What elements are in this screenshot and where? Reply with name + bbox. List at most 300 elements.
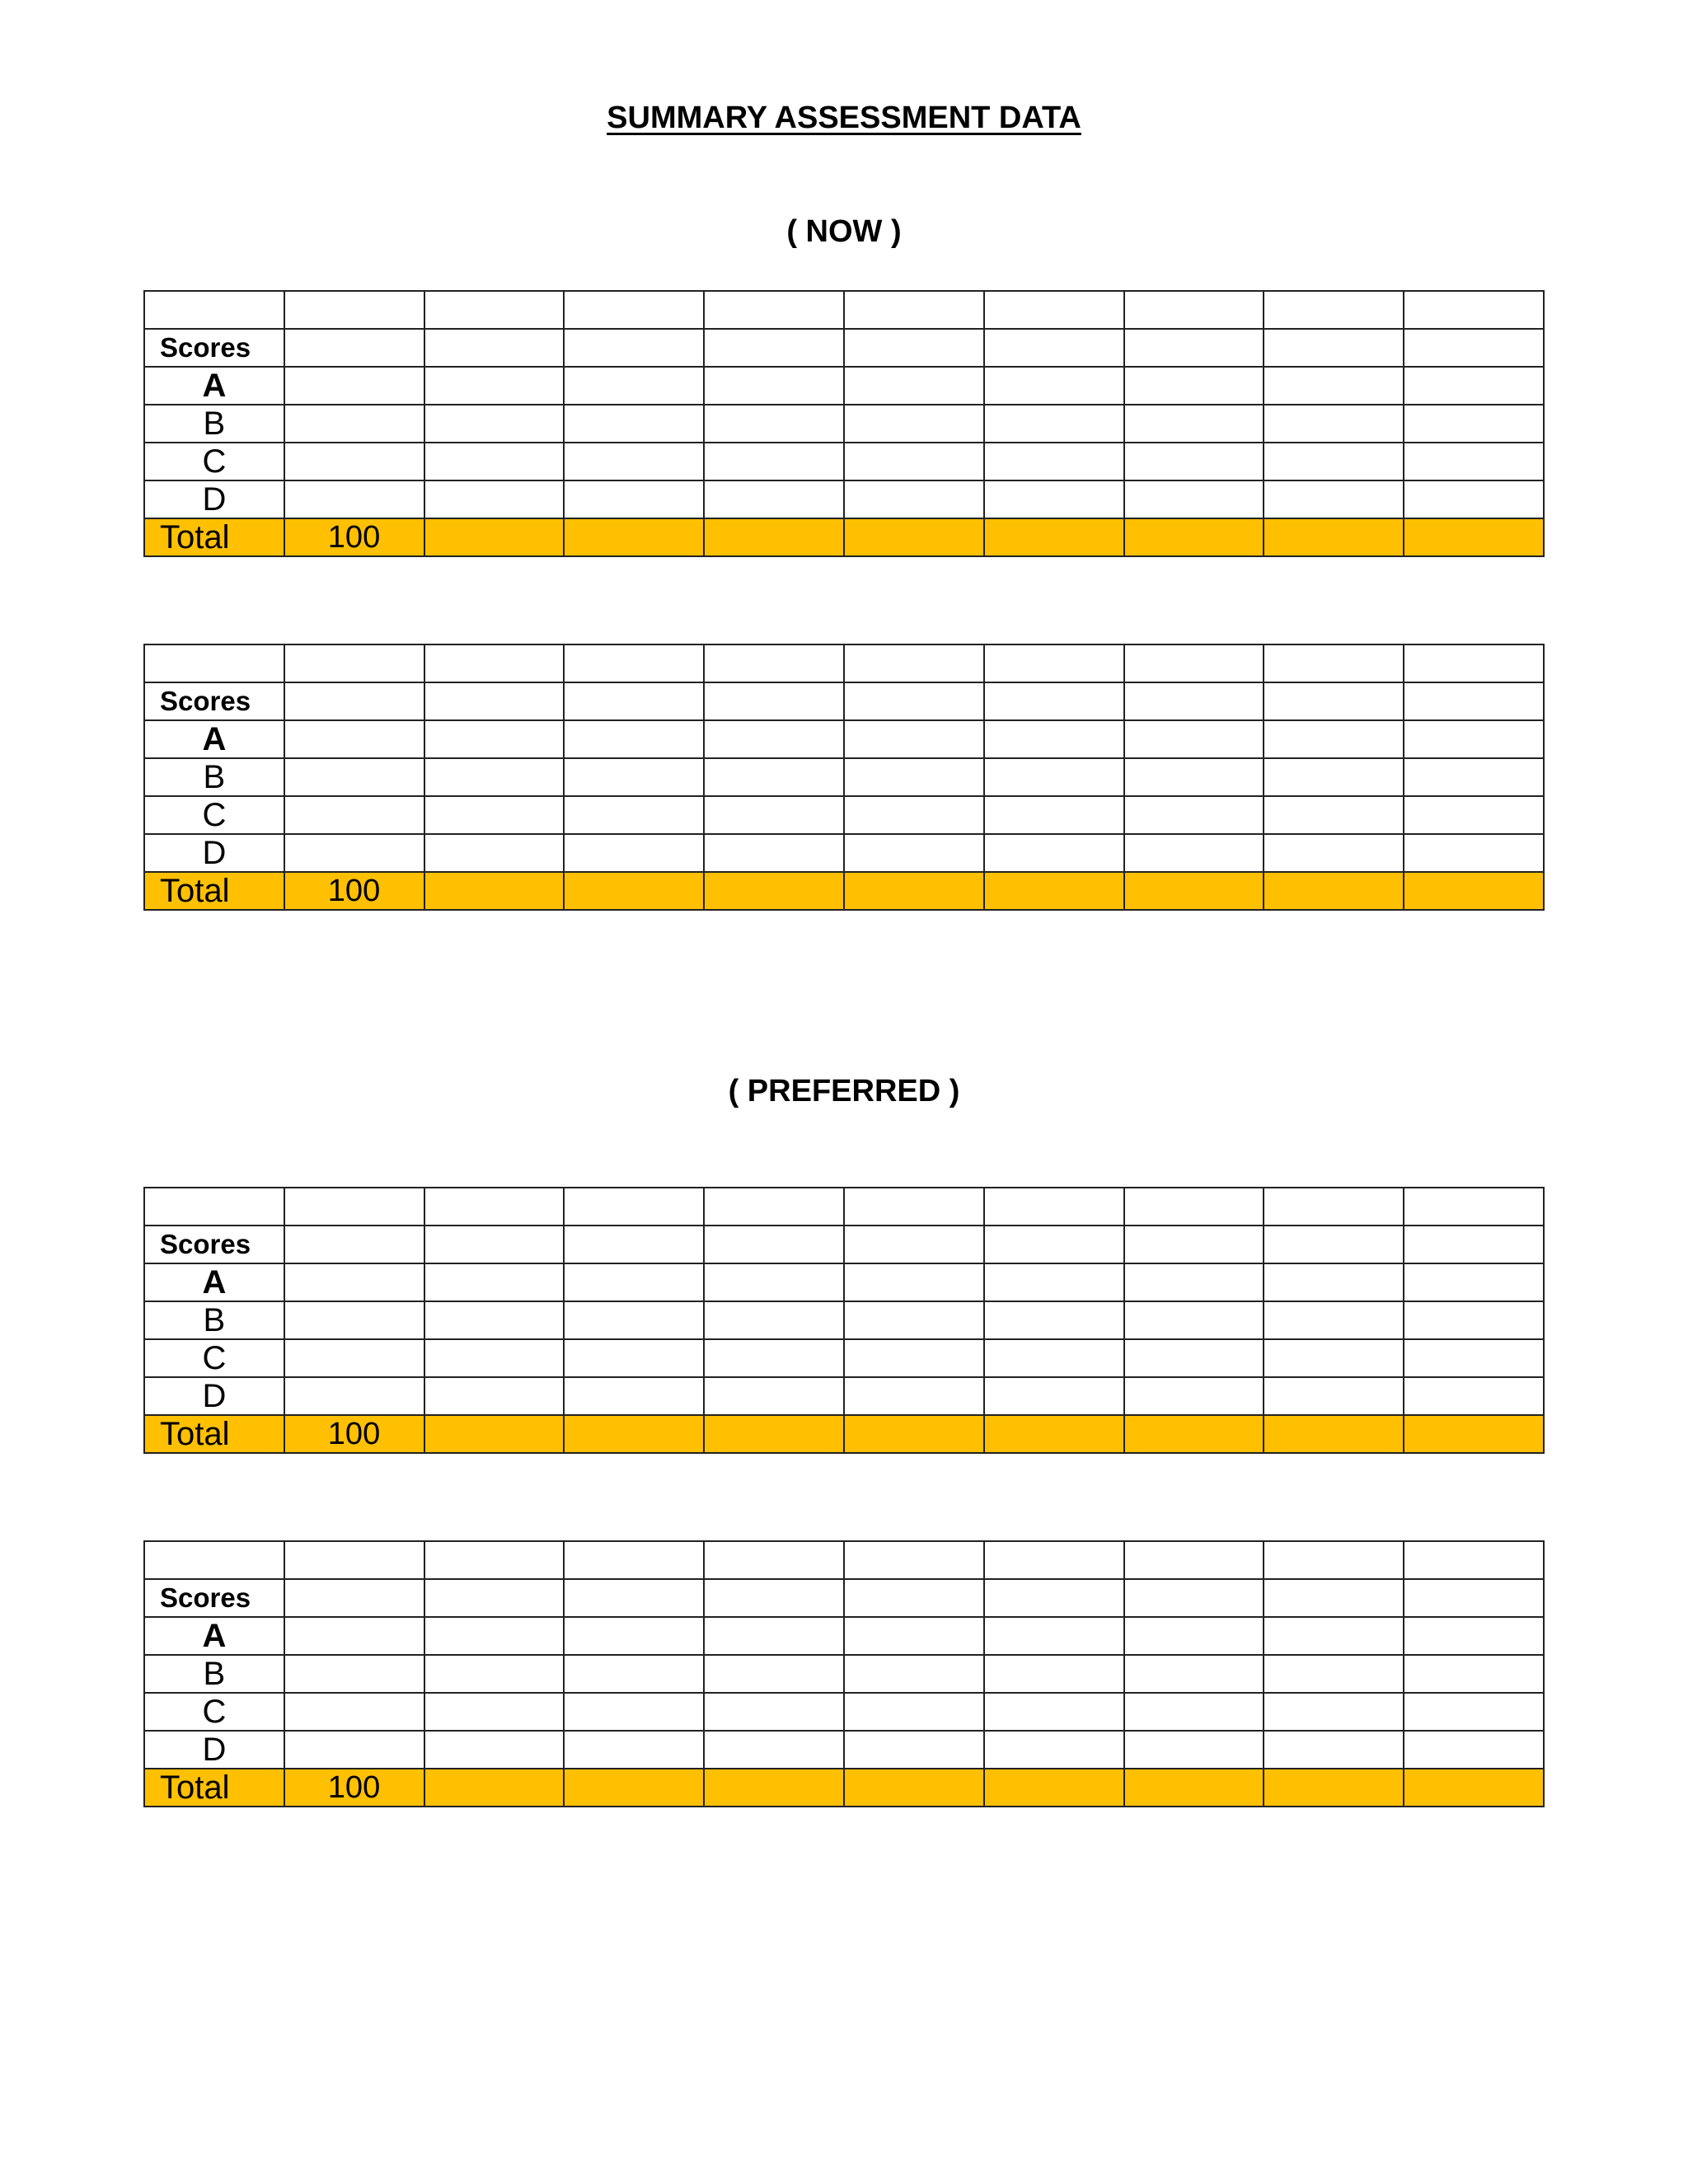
table-cell	[844, 405, 984, 443]
score-row-label: B	[144, 758, 284, 796]
table-cell	[844, 1731, 984, 1769]
table-cell	[844, 1617, 984, 1655]
table-cell	[1124, 1377, 1264, 1415]
table-cell	[1264, 405, 1404, 443]
table-cell	[844, 796, 984, 834]
table-cell	[704, 518, 844, 556]
table-cell	[1404, 1541, 1544, 1579]
table-cell	[844, 1263, 984, 1301]
table-row	[144, 1377, 1544, 1415]
table-row	[144, 1579, 1544, 1617]
table-cell	[284, 1731, 424, 1769]
table-cell	[1264, 1377, 1404, 1415]
table-cell	[704, 872, 844, 910]
table-cell	[284, 291, 424, 329]
table-row	[144, 1731, 1544, 1769]
table-cell	[424, 291, 565, 329]
table-row	[144, 682, 1544, 720]
table-cell	[424, 872, 565, 910]
table-cell	[844, 1226, 984, 1263]
table-cell	[704, 480, 844, 518]
table-cell	[844, 834, 984, 872]
table-cell	[1124, 1693, 1264, 1731]
table-cell	[1404, 518, 1544, 556]
table-cell	[424, 1301, 565, 1339]
table-cell	[564, 1188, 704, 1226]
table-cell	[424, 720, 565, 758]
table-cell	[1124, 834, 1264, 872]
table-cell	[284, 367, 424, 405]
table-cell	[1404, 1655, 1544, 1693]
table-cell	[1124, 872, 1264, 910]
score-row-label: A	[144, 1617, 284, 1655]
table-cell	[984, 1377, 1124, 1415]
table-cell	[844, 329, 984, 367]
table-row	[144, 1693, 1544, 1731]
table-cell	[284, 1226, 424, 1263]
table-cell	[1124, 518, 1264, 556]
table-cell	[844, 1579, 984, 1617]
table-cell	[1124, 367, 1264, 405]
table-cell	[1264, 796, 1404, 834]
table-cell	[844, 1377, 984, 1415]
table-cell	[144, 291, 284, 329]
table-cell	[704, 1541, 844, 1579]
table-cell	[984, 1769, 1124, 1807]
table-row	[144, 1655, 1544, 1693]
table-cell	[704, 329, 844, 367]
table-cell	[564, 1339, 704, 1377]
table-cell	[704, 291, 844, 329]
total-label: Total	[144, 1769, 284, 1807]
table-cell	[984, 329, 1124, 367]
table-cell	[1264, 1188, 1404, 1226]
table-cell	[704, 796, 844, 834]
table-cell	[1124, 1226, 1264, 1263]
table-row	[144, 1339, 1544, 1377]
total-row	[144, 1769, 1544, 1807]
table-cell	[564, 443, 704, 480]
score-row-label: D	[144, 480, 284, 518]
table-cell	[424, 329, 565, 367]
table-cell	[704, 1188, 844, 1226]
section-heading-preferred: ( PREFERRED )	[728, 1074, 960, 1108]
table-cell	[704, 1579, 844, 1617]
table-cell	[564, 1301, 704, 1339]
table-cell	[1264, 443, 1404, 480]
table-cell	[1124, 796, 1264, 834]
table-cell	[1404, 872, 1544, 910]
table-cell	[564, 1655, 704, 1693]
table-row	[144, 1617, 1544, 1655]
table-cell	[704, 758, 844, 796]
scores-table-now-1	[143, 290, 1545, 557]
table-cell	[424, 682, 565, 720]
score-row-label: C	[144, 796, 284, 834]
table-cell	[564, 1769, 704, 1807]
table-cell	[984, 1226, 1124, 1263]
table-cell	[704, 1301, 844, 1339]
table-cell	[564, 796, 704, 834]
table-cell	[284, 443, 424, 480]
table-row	[144, 329, 1544, 367]
table-cell	[564, 1415, 704, 1453]
table-cell	[424, 1226, 565, 1263]
table-cell	[704, 720, 844, 758]
table-cell	[1264, 1769, 1404, 1807]
table-cell	[984, 1541, 1124, 1579]
section-heading-now: ( NOW )	[786, 214, 902, 249]
table-cell	[284, 644, 424, 682]
table-cell	[704, 1415, 844, 1453]
table-cell	[1404, 367, 1544, 405]
table-cell	[1124, 329, 1264, 367]
table-cell	[1404, 291, 1544, 329]
table-cell	[1264, 720, 1404, 758]
table-cell	[1264, 1263, 1404, 1301]
table-cell	[1124, 1731, 1264, 1769]
table-cell	[1124, 682, 1264, 720]
table-cell	[564, 405, 704, 443]
table-cell	[564, 682, 704, 720]
table-row	[144, 405, 1544, 443]
score-row-label: D	[144, 1731, 284, 1769]
table-row	[144, 720, 1544, 758]
table-cell	[284, 1655, 424, 1693]
table-cell	[984, 644, 1124, 682]
table-cell	[704, 1769, 844, 1807]
table-cell	[984, 405, 1124, 443]
table-cell	[1124, 1415, 1264, 1453]
table-cell	[424, 1731, 565, 1769]
table-cell	[1404, 1339, 1544, 1377]
score-row-label: A	[144, 367, 284, 405]
table-cell	[844, 291, 984, 329]
table-cell	[284, 758, 424, 796]
table-cell	[564, 518, 704, 556]
table-cell	[1404, 720, 1544, 758]
table-cell	[1404, 1693, 1544, 1731]
total-value: 100	[284, 1415, 424, 1453]
table-cell	[1264, 1339, 1404, 1377]
table-cell	[1264, 1693, 1404, 1731]
table-cell	[1124, 443, 1264, 480]
table-cell	[1124, 1301, 1264, 1339]
table-cell	[284, 329, 424, 367]
total-value: 100	[284, 872, 424, 910]
table-cell	[984, 1693, 1124, 1731]
table-cell	[284, 1617, 424, 1655]
table-cell	[424, 1579, 565, 1617]
table-cell	[564, 329, 704, 367]
table-cell	[284, 405, 424, 443]
table-cell	[844, 1188, 984, 1226]
scores-label: Scores	[144, 329, 284, 367]
table-cell	[844, 872, 984, 910]
table-cell	[704, 682, 844, 720]
table-cell	[704, 1617, 844, 1655]
table-cell	[1264, 1415, 1404, 1453]
table-cell	[984, 1731, 1124, 1769]
table-cell	[984, 1579, 1124, 1617]
table-cell	[284, 720, 424, 758]
table-cell	[424, 1415, 565, 1453]
table-cell	[424, 367, 565, 405]
table-cell	[284, 480, 424, 518]
table-cell	[1124, 1188, 1264, 1226]
table-row	[144, 834, 1544, 872]
table-cell	[704, 644, 844, 682]
table-cell	[424, 1655, 565, 1693]
table-cell	[564, 1693, 704, 1731]
total-value: 100	[284, 518, 424, 556]
table-cell	[1264, 1301, 1404, 1339]
table-cell	[1264, 1731, 1404, 1769]
table-row	[144, 1301, 1544, 1339]
table-cell	[284, 1301, 424, 1339]
table-cell	[424, 480, 565, 518]
table-cell	[1404, 1226, 1544, 1263]
table-cell	[284, 1188, 424, 1226]
table-cell	[424, 1188, 565, 1226]
table-row	[144, 1226, 1544, 1263]
score-row-label: B	[144, 1301, 284, 1339]
table-cell	[284, 1693, 424, 1731]
table-cell	[844, 1769, 984, 1807]
table-cell	[1404, 1263, 1544, 1301]
table-cell	[1404, 1769, 1544, 1807]
table-cell	[1404, 796, 1544, 834]
table-row	[144, 480, 1544, 518]
score-row-label: C	[144, 1693, 284, 1731]
table-cell	[564, 1226, 704, 1263]
table-cell	[984, 443, 1124, 480]
table-cell	[984, 720, 1124, 758]
table-cell	[1404, 1415, 1544, 1453]
table-cell	[1124, 480, 1264, 518]
table-cell	[704, 834, 844, 872]
table-cell	[564, 1263, 704, 1301]
table-cell	[564, 367, 704, 405]
table-cell	[564, 1617, 704, 1655]
table-cell	[564, 1579, 704, 1617]
table-cell	[984, 291, 1124, 329]
total-label: Total	[144, 872, 284, 910]
score-row-label: B	[144, 1655, 284, 1693]
table-cell	[1124, 644, 1264, 682]
table-cell	[704, 443, 844, 480]
table-cell	[844, 480, 984, 518]
table-cell	[844, 518, 984, 556]
table-cell	[844, 367, 984, 405]
scores-label: Scores	[144, 1226, 284, 1263]
table-cell	[284, 1579, 424, 1617]
table-cell	[1124, 1263, 1264, 1301]
table-cell	[424, 1263, 565, 1301]
table-cell	[984, 1415, 1124, 1453]
table-cell	[1124, 1541, 1264, 1579]
table-cell	[564, 1541, 704, 1579]
table-cell	[984, 1617, 1124, 1655]
table-cell	[984, 1339, 1124, 1377]
table-cell	[284, 1541, 424, 1579]
table-cell	[1264, 758, 1404, 796]
table-cell	[844, 1301, 984, 1339]
table-cell	[1264, 367, 1404, 405]
table-cell	[564, 758, 704, 796]
table-cell	[1404, 1731, 1544, 1769]
table-cell	[1404, 1617, 1544, 1655]
table-cell	[564, 1731, 704, 1769]
table-cell	[704, 1377, 844, 1415]
table-cell	[984, 758, 1124, 796]
table-cell	[704, 1655, 844, 1693]
scores-label: Scores	[144, 682, 284, 720]
total-label: Total	[144, 1415, 284, 1453]
table-cell	[1264, 1655, 1404, 1693]
scores-table-now-2	[143, 644, 1545, 911]
table-cell	[1404, 682, 1544, 720]
table-cell	[1124, 405, 1264, 443]
table-cell	[424, 834, 565, 872]
table-cell	[844, 644, 984, 682]
score-row-label: C	[144, 1339, 284, 1377]
table-cell	[284, 1339, 424, 1377]
table-cell	[844, 720, 984, 758]
scores-label: Scores	[144, 1579, 284, 1617]
table-cell	[424, 405, 565, 443]
table-cell	[424, 1617, 565, 1655]
table-cell	[984, 480, 1124, 518]
table-cell	[424, 758, 565, 796]
table-cell	[984, 518, 1124, 556]
score-row-label: A	[144, 720, 284, 758]
table-cell	[1264, 291, 1404, 329]
total-label: Total	[144, 518, 284, 556]
table-cell	[704, 1731, 844, 1769]
table-cell	[424, 1769, 565, 1807]
table-cell	[844, 758, 984, 796]
table-cell	[984, 1188, 1124, 1226]
table-cell	[1124, 1339, 1264, 1377]
table-cell	[424, 796, 565, 834]
table-cell	[1404, 480, 1544, 518]
table-cell	[1404, 329, 1544, 367]
table-cell	[1124, 1655, 1264, 1693]
table-cell	[1264, 1579, 1404, 1617]
table-cell	[564, 480, 704, 518]
total-row	[144, 1415, 1544, 1453]
table-cell	[984, 834, 1124, 872]
table-cell	[1124, 720, 1264, 758]
table-cell	[424, 1339, 565, 1377]
table-cell	[1264, 872, 1404, 910]
table-cell	[1404, 1377, 1544, 1415]
table-cell	[284, 834, 424, 872]
table-cell	[144, 1541, 284, 1579]
table-cell	[564, 1377, 704, 1415]
table-cell	[1404, 758, 1544, 796]
table-cell	[704, 367, 844, 405]
table-cell	[564, 834, 704, 872]
total-row	[144, 518, 1544, 556]
table-cell	[844, 443, 984, 480]
table-cell	[1264, 329, 1404, 367]
table-row	[144, 443, 1544, 480]
table-cell	[1264, 1541, 1404, 1579]
total-row	[144, 872, 1544, 910]
table-cell	[1124, 1617, 1264, 1655]
table-cell	[1264, 480, 1404, 518]
score-row-label: C	[144, 443, 284, 480]
table-cell	[424, 1693, 565, 1731]
table-row	[144, 367, 1544, 405]
table-cell	[1124, 758, 1264, 796]
table-cell	[844, 1693, 984, 1731]
table-cell	[1404, 1188, 1544, 1226]
score-row-label: D	[144, 834, 284, 872]
table-cell	[284, 682, 424, 720]
table-cell	[1264, 834, 1404, 872]
table-header-row	[144, 1541, 1544, 1579]
table-cell	[844, 1415, 984, 1453]
table-cell	[1264, 518, 1404, 556]
table-cell	[844, 682, 984, 720]
table-cell	[704, 1693, 844, 1731]
table-header-row	[144, 1188, 1544, 1226]
table-cell	[1404, 443, 1544, 480]
table-header-row	[144, 291, 1544, 329]
table-cell	[844, 1541, 984, 1579]
table-cell	[984, 796, 1124, 834]
table-cell	[284, 1263, 424, 1301]
table-cell	[1404, 405, 1544, 443]
scores-table-preferred-1	[143, 1187, 1545, 1454]
table-cell	[704, 405, 844, 443]
table-cell	[1264, 1617, 1404, 1655]
table-cell	[984, 872, 1124, 910]
table-header-row	[144, 644, 1544, 682]
table-cell	[424, 443, 565, 480]
table-cell	[984, 682, 1124, 720]
table-cell	[844, 1339, 984, 1377]
table-cell	[1124, 1579, 1264, 1617]
table-cell	[1264, 1226, 1404, 1263]
page-title	[0, 95, 1688, 141]
table-cell	[564, 872, 704, 910]
table-cell	[704, 1263, 844, 1301]
score-row-label: D	[144, 1377, 284, 1415]
table-cell	[984, 1301, 1124, 1339]
table-cell	[144, 644, 284, 682]
table-cell	[984, 1655, 1124, 1693]
table-cell	[1404, 834, 1544, 872]
table-cell	[984, 1263, 1124, 1301]
scores-table-preferred-2	[143, 1540, 1545, 1807]
table-cell	[144, 1188, 284, 1226]
page-title-text: SUMMARY ASSESSMENT DATA	[607, 101, 1081, 135]
table-row	[144, 796, 1544, 834]
table-cell	[1404, 1301, 1544, 1339]
score-row-label: A	[144, 1263, 284, 1301]
table-cell	[284, 796, 424, 834]
table-cell	[984, 367, 1124, 405]
table-cell	[564, 644, 704, 682]
table-cell	[1264, 682, 1404, 720]
table-row	[144, 1263, 1544, 1301]
table-cell	[844, 1655, 984, 1693]
table-cell	[564, 291, 704, 329]
